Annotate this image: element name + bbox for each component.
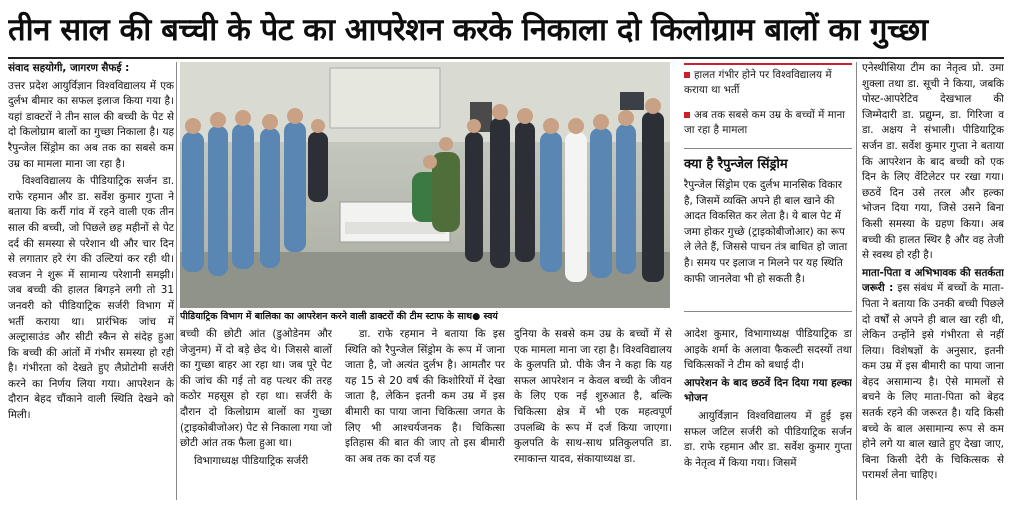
column-6 <box>862 61 1004 501</box>
headline: तीन साल की बच्ची के पेट का आपरेशन करके निकाला दो किलोग्राम बालों का गुच्छा <box>8 12 928 48</box>
column-divider <box>856 62 857 500</box>
team-photo <box>180 62 670 308</box>
article-paragraph: आदेश कुमार, विभागाध्यक्ष पीडियाट्रिक डा आइके शर्मा के अलावा फैकल्टी सदस्यों तथा चिकित्सकों ने टीम को बधाई दी। <box>684 328 852 372</box>
bullets-bottom-rule <box>684 148 852 149</box>
column-divider <box>176 62 177 500</box>
box-title: क्या है रैपुन्जेल सिंड्रोम <box>684 157 788 172</box>
article-paragraph: विश्वविद्यालय के पीडियाट्रिक सर्जन डा. राफे रहमान और डा. सर्वेश कुमार गुप्ता ने बताया कि कर्री गांव में रहने वाली एक तीन साल की बच्ची, जो पिछले छह महीनों से पेट दर्द की समस्या से परेशान थी और चार दिन से लगातार हरे रंग की उल्टियां कर रही थी। स्वजन ने शुरू में सामान्य परेशानी समझी। जब बच्ची की हालत बिगड़ने लगी तो 31 जनवरी को पीडियाट्रिक सर्जरी विभाग में भर्ती कराया था। प्रारंभिक जांच में अल्ट्रासाउंड और सीटी स्कैन से संदेह हुआ कि बच्ची की आंतों में गंभीर समस्या हो रही है। गंभीरता को देखते हुए लैप्रोटोमी सर्जरी करने का निर्णय लिया गया। आपरेशन के दौरान बेहद चौंकाने वाली स्थिति देखने को मिली। <box>8 175 174 422</box>
box-bottom-rule <box>684 311 852 312</box>
article-paragraph-text: इस संबंध में बच्चों के माता-पिता ने बताया कि उनकी बच्ची पिछले दो वर्षों से अपने ही बाल खा रही थी, लेकिन उन्होंने इसे गंभीरता से नहीं लिया। विशेषज्ञों के अनुसार, इतनी कम उम्र में इस बीमारी का पाया जाना बेहद असामान्य है। ऐसे मामलों से बचने के लिए माता-पिता को बेहद सतर्क रहने की जरूरत है। यदि किसी बच्चे के बाल असामान्य रूप से कम होने लगे या बाल खाते हुए देखा जाए, बिना किसी देरी के चिकित्सक से परामर्श लेना चाहिए। <box>862 282 1004 482</box>
byline <box>8 61 174 77</box>
headline-rule <box>8 57 1004 59</box>
bullets-top-rule <box>684 63 852 65</box>
column-3 <box>345 327 505 501</box>
article-paragraph: बच्ची की छोटी आंत (डुओडेनम और जेजुनम) में दो बड़े छेद थे। जिससे बालों का गुच्छा बाहर आ रहा था। जब पूरे पेट की जांच की गई तो वह पत्थर की तरह कठोर महसूस हो रहा था। सर्जरी के दौरान दो किलोग्राम बालों का गुच्छा (ट्राइकोबीजोअर) पेट से निकाला गया जो छोटी आंत तक फैला हुआ था। <box>180 328 332 450</box>
article-paragraph: विभागाध्यक्ष पीडियाट्रिक सर्जरी <box>194 454 309 467</box>
subheading: माता-पिता व अभिभावक की सतर्कता जरूरी : <box>862 266 1004 295</box>
article-paragraph: दुनिया के सबसे कम उम्र के बच्चों में से एक मामला माना जा रहा है। विश्वविद्यालय के कुलपति प्रो. पीके जैन ने कहा कि यह सफल आपरेशन न केवल बच्ची के जीवन के लिए एक नई शुरुआत है, बल्कि चिकित्सा क्षेत्र में भी एक महत्वपूर्ण उपलब्धि के रूप में दर्ज किया जाएगा। कुलपति के साथ-साथ प्रतिकुलपति डा. रमाकान्त यादव, संकायाध्यक्ष डा. <box>514 328 672 465</box>
column-1 <box>8 61 174 501</box>
bullet-text: हालत गंभीर होने पर विश्वविद्यालय में कराया था भर्ती <box>684 69 832 96</box>
bullet-square-icon <box>684 72 690 78</box>
column-4 <box>514 327 672 501</box>
article-paragraph: एनेस्थीसिया टीम का नेतृत्व प्रो. उमा शुक्ला तथा डा. सूची ने किया, जबकि पोस्ट-आपरेटिव देखभाल की जिम्मेदारी डा. प्रद्युम्न, डा. गिरिजा व डा. अक्षय ने संभाली। पीडियाट्रिक सर्जन डा. सर्वेश कुमार गुप्ता ने बताया कि आपरेशन के बाद बच्ची को एक दिन के लिए वेंटिलेटर पर रखा गया। छठवें दिन उसे तरल और हल्का भोजन दिया गया, जिसे उसने बिना किसी समस्या के ग्रहण किया। अब बच्ची की हालत स्थिर है और वह तेजी से स्वस्थ हो रही है। <box>862 62 1004 262</box>
bullet-square-icon <box>684 112 690 118</box>
photo-caption: पीडियाट्रिक विभाग में बालिका का आपरेशन करने वाली डाक्टरों की टीम स्टाफ के साथ● स्वयं <box>180 311 498 322</box>
article-paragraph: उत्तर प्रदेश आयुर्विज्ञान विश्वविद्यालय में एक दुर्लभ बीमार का सफल इलाज किया गया है। यहां डाक्टरों ने तीन साल की बच्ची के पेट से दो किलोग्राम बालों का गुच्छा निकाला है। यह रैपुन्जेल सिंड्रोम का अब तक का सबसे कम उम्र का मामला माना जा रहा है। <box>8 79 174 170</box>
bullet-text: अब तक सबसे कम उम्र के बच्चों में माना जा रहा है मामला <box>684 109 845 136</box>
byline-reporter: संवाद सहयोगी, जागरण <box>8 62 99 74</box>
article-paragraph: डा. राफे रहमान ने बताया कि इस स्थिति को रैपुन्जेल सिंड्रोम के रूप में जाना जाता है, जो अत्यंत दुर्लभ है। आमतौर पर यह 15 से 20 वर्ष की किशोरियों में देखा जाता है, लेकिन इतनी कम उम्र में इस बीमारी का पाया जाना चिकित्सा जगत के लिए भी आश्चर्यजनक है। चिकित्सा इतिहास की बात की जाए तो इस बीमारी का अब तक का दर्ज यह <box>345 328 505 465</box>
column-2 <box>180 327 332 501</box>
column-5 <box>684 327 852 501</box>
article-paragraph: आयुर्विज्ञान विश्वविद्यालय में हुई इस सफल जटिल सर्जरी को पीडियाट्रिक सर्जन डा. राफे रहमान और डा. सर्वेश कुमार गुप्ता के नेतृत्व में किया गया। जिसमें <box>684 409 852 469</box>
bullet-item <box>684 108 854 138</box>
byline-place: सैफई : <box>101 62 130 74</box>
box-text: रैपुन्जेल सिंड्रोम एक दुर्लभ मानसिक विकार है, जिसमें व्यक्ति अपने ही बाल खाने की आदत विकसित कर लेता है। ये बाल पेट में जमा होकर गुच्छे (ट्राइकोबीजोआर) का रूप ले लेते हैं, जिससे पाचन तंत्र बाधित हो जाता है। समय पर इलाज न मिलने पर यह स्थिति काफी जानलेवा भी हो सकती है। <box>684 179 848 285</box>
bullet-item <box>684 68 854 98</box>
subheading: आपरेशन के बाद छठवें दिन दिया गया हल्का भोजन <box>684 376 852 405</box>
